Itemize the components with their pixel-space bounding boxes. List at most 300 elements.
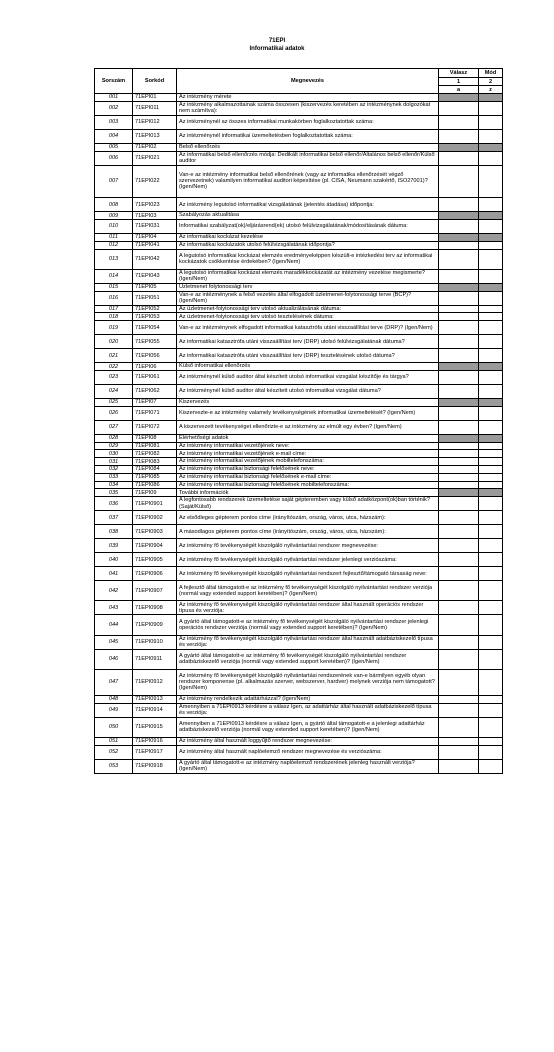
row-number: 048	[95, 696, 133, 704]
row-number: 046	[95, 649, 133, 669]
answer-cell[interactable]	[439, 473, 479, 481]
row-code: 71EPI0908	[133, 601, 177, 615]
row-code: 71EPI062	[133, 384, 177, 398]
row-number: 011	[95, 233, 133, 241]
mode-cell	[479, 398, 503, 406]
row-description: Az intézménynél az összes informatikai munkakörben foglalkoztatottak száma:	[177, 115, 439, 129]
row-code: 71EPI023	[133, 198, 177, 212]
row-description: Az intézmény által használt loggyűjtő rendszer megnevezése:	[177, 738, 439, 746]
row-number: 052	[95, 745, 133, 759]
row-number: 045	[95, 635, 133, 649]
mode-cell[interactable]	[479, 241, 503, 249]
row-description: A gyártó által támogatott-e az intézmény naplóelemző rendszerének jelenleg használt verziója? (Igen/Nem)	[177, 759, 439, 773]
answer-cell	[439, 363, 479, 371]
row-description: Az intézmény által használt naplóelemző rendszer megnevezése és verziószáma:	[177, 745, 439, 759]
answer-cell	[439, 398, 479, 406]
mode-cell	[479, 143, 503, 151]
row-code: 71EPI07	[133, 398, 177, 406]
mode-cell[interactable]	[479, 165, 503, 198]
answer-cell[interactable]	[439, 649, 479, 669]
row-description: Szabályozás aktualitása	[177, 212, 439, 220]
header-sorkod: Sorkód	[133, 69, 177, 94]
row-code: 71EPI056	[133, 349, 177, 363]
answer-cell	[439, 489, 479, 497]
row-description: Belső ellenőrzés	[177, 143, 439, 151]
row-description: A kiszervezett tevékenységet ellenőrizte-e az intézmény az elmúlt egy évben? (Igen/Nem)	[177, 420, 439, 434]
mode-cell	[479, 233, 503, 241]
row-code: 71EPI0914	[133, 703, 177, 717]
table-row	[95, 553, 503, 567]
row-number: 025	[95, 398, 133, 406]
row-description: Amennyiben a 71EPI0913 kérdésre a válasz Igen, a gyártó által támogatott-e a jelenlegi adattárház adatbáziskezelő verziója (normál vagy extended support keretében)? (Igen/Nem)	[177, 717, 439, 737]
row-description: További információk	[177, 489, 439, 497]
answer-cell[interactable]	[439, 703, 479, 717]
row-description: Külső informatikai ellenőrzés	[177, 363, 439, 371]
row-description: Az intézmény informatikai vezetőjének mobiltelefonszáma:	[177, 458, 439, 466]
row-description: Az intézmény fő tevékenységét kiszolgáló nyilvántartási rendszer által használt adatbáziskezelő típusa és verziója:	[177, 635, 439, 649]
row-code: 71EPI061	[133, 370, 177, 384]
table-row	[95, 717, 503, 737]
answer-cell[interactable]	[439, 567, 479, 581]
mode-cell[interactable]	[479, 458, 503, 466]
answer-cell[interactable]	[439, 198, 479, 212]
row-description: A legfontosabb rendszerek üzemeltetése saját gépteremben vagy külső adatközpont(ok)ban történik? (Saját/Külső)	[177, 497, 439, 511]
row-number: 027	[95, 420, 133, 434]
row-number: 021	[95, 349, 133, 363]
table-row	[95, 363, 503, 371]
row-description: Az intézmény rendelkezik adattárházzal? (Igen/Nem)	[177, 696, 439, 704]
row-description: A másodlagos gépterem pontos címe (irányítószám, ország, város, utca, házszám):	[177, 525, 439, 539]
row-description: Elérhetőségi adatok	[177, 434, 439, 442]
row-code: 71EPI04	[133, 233, 177, 241]
row-code: 71EPI0904	[133, 539, 177, 553]
row-code: 71EPI0911	[133, 649, 177, 669]
table-row	[95, 420, 503, 434]
row-description: Kiszervezés	[177, 398, 439, 406]
row-number: 044	[95, 615, 133, 635]
table-row	[95, 635, 503, 649]
mode-cell[interactable]	[479, 450, 503, 458]
mode-cell[interactable]	[479, 305, 503, 313]
mode-cell[interactable]	[479, 601, 503, 615]
mode-cell[interactable]	[479, 717, 503, 737]
row-number: 029	[95, 442, 133, 450]
row-code: 71EPI05	[133, 283, 177, 291]
table-row	[95, 219, 503, 233]
data-table	[94, 68, 503, 774]
mode-cell[interactable]	[479, 696, 503, 704]
mode-cell[interactable]	[479, 269, 503, 283]
row-code: 71EPI084	[133, 465, 177, 473]
row-code: 71EPI022	[133, 165, 177, 198]
table-row	[95, 601, 503, 615]
mode-cell[interactable]	[479, 313, 503, 321]
mode-cell[interactable]	[479, 703, 503, 717]
row-code: 71EPI012	[133, 115, 177, 129]
table-row	[95, 615, 503, 635]
answer-cell[interactable]	[439, 497, 479, 511]
row-number: 008	[95, 198, 133, 212]
row-number: 003	[95, 115, 133, 129]
row-description: Az üzletmenet-folytonossági terv utolsó aktualizálásának dátuma:	[177, 305, 439, 313]
answer-cell[interactable]	[439, 269, 479, 283]
mode-cell	[479, 283, 503, 291]
mode-cell[interactable]	[479, 198, 503, 212]
mode-cell[interactable]	[479, 219, 503, 233]
table-row	[95, 165, 503, 198]
table-row	[95, 291, 503, 305]
mode-cell[interactable]	[479, 335, 503, 349]
answer-cell	[439, 434, 479, 442]
row-number: 020	[95, 335, 133, 349]
mode-cell[interactable]	[479, 321, 503, 335]
mode-cell[interactable]	[479, 442, 503, 450]
row-code: 71EPI0906	[133, 567, 177, 581]
row-code: 71EPI055	[133, 335, 177, 349]
table-row	[95, 305, 503, 313]
row-description: Kiszervezte-e az intézmény valamely tevékenységének informatikai üzemeltetését? (Igen/Nem)	[177, 406, 439, 420]
mode-cell[interactable]	[479, 115, 503, 129]
table-row	[95, 567, 503, 581]
row-description: Az intézmény informatikai biztonsági felelősének mobiltelefonszáma:	[177, 481, 439, 489]
row-code: 71EPI01	[133, 94, 177, 102]
answer-cell[interactable]	[439, 313, 479, 321]
row-number: 047	[95, 669, 133, 695]
row-description: Az intézmény fő tevékenységét kiszolgáló nyilvántartási rendszer jelenlegi verziószáma:	[177, 553, 439, 567]
table-row	[95, 703, 503, 717]
row-number: 034	[95, 481, 133, 489]
row-description: Az intézménynél informatikai üzemeltetésben foglalkoztatottak száma:	[177, 129, 439, 143]
row-description: Az intézmény fő tevékenységét kiszolgáló nyilvántartási rendszert fejlesztő/támogató társaság neve:	[177, 567, 439, 581]
table-row	[95, 94, 503, 102]
row-number: 018	[95, 313, 133, 321]
answer-cell[interactable]	[439, 115, 479, 129]
table-row	[95, 497, 503, 511]
answer-cell[interactable]	[439, 553, 479, 567]
row-code: 71EPI0912	[133, 669, 177, 695]
answer-cell[interactable]	[439, 759, 479, 773]
row-code: 71EPI052	[133, 305, 177, 313]
header-valasz: Válasz	[439, 69, 479, 78]
row-code: 71EPI041	[133, 241, 177, 249]
mode-cell[interactable]	[479, 370, 503, 384]
row-description: Informatikai szabályzat(ok)/eljárásrend(ek) utolsó felülvizsgálatának/módosításának dátuma:	[177, 219, 439, 233]
table-row	[95, 370, 503, 384]
row-number: 004	[95, 129, 133, 143]
mode-cell[interactable]	[479, 738, 503, 746]
answer-cell[interactable]	[439, 219, 479, 233]
document-subtitle: Informatikai adatok	[249, 46, 305, 52]
row-number: 010	[95, 219, 133, 233]
answer-cell[interactable]	[439, 511, 479, 525]
row-code: 71EPI082	[133, 450, 177, 458]
row-number: 001	[95, 94, 133, 102]
table-row	[95, 434, 503, 442]
mode-cell[interactable]	[479, 649, 503, 669]
mode-cell[interactable]	[479, 291, 503, 305]
row-number: 033	[95, 473, 133, 481]
mode-cell	[479, 212, 503, 220]
mode-cell[interactable]	[479, 511, 503, 525]
row-description: Az intézmény informatikai vezetőjének neve:	[177, 442, 439, 450]
row-description: A gyártó által támogatott-e az intézmény fő tevékenységét kiszolgáló nyilvántartási rendszer adatbáziskezelő verziója (normál vagy extended support keretében)? (Igen/Nem)	[177, 649, 439, 669]
table-row	[95, 489, 503, 497]
table-row	[95, 481, 503, 489]
row-number: 016	[95, 291, 133, 305]
header-mod-letter: z	[479, 86, 503, 94]
row-code: 71EPI011	[133, 101, 177, 115]
answer-cell[interactable]	[439, 615, 479, 635]
mode-cell[interactable]	[479, 151, 503, 165]
row-code: 71EPI0902	[133, 511, 177, 525]
row-number: 017	[95, 305, 133, 313]
row-code: 71EPI054	[133, 321, 177, 335]
answer-cell[interactable]	[439, 129, 479, 143]
header-valasz-num: 1	[439, 78, 479, 86]
row-number: 031	[95, 458, 133, 466]
row-description: A fejlesztő által támogatott-e az intézmény fő tevékenységét kiszolgáló nyilvántartási rendszer verziója (normál vagy extended support keretében)? (Igen/Nem)	[177, 581, 439, 601]
mode-cell[interactable]	[479, 101, 503, 115]
table-row	[95, 696, 503, 704]
answer-cell[interactable]	[439, 321, 479, 335]
row-code: 71EPI051	[133, 291, 177, 305]
answer-cell[interactable]	[439, 525, 479, 539]
row-code: 71EPI0916	[133, 738, 177, 746]
table-row	[95, 349, 503, 363]
answer-cell[interactable]	[439, 696, 479, 704]
table-row	[95, 581, 503, 601]
row-code: 71EPI043	[133, 269, 177, 283]
answer-cell[interactable]	[439, 335, 479, 349]
header-sorszam: Sorszám	[95, 69, 133, 94]
row-code: 71EPI081	[133, 442, 177, 450]
table-row	[95, 384, 503, 398]
table-row	[95, 321, 503, 335]
row-description: A legutolsó informatikai kockázat elemzés eredményeképpen készült-e intézkedési terv az informatikai kockázatok csökkentése érdekében? (Igen/Nem)	[177, 249, 439, 269]
header-megnevezes: Megnevezés	[177, 69, 439, 94]
answer-cell[interactable]	[439, 481, 479, 489]
table-row	[95, 233, 503, 241]
table-row	[95, 241, 503, 249]
mode-cell[interactable]	[479, 581, 503, 601]
mode-cell[interactable]	[479, 615, 503, 635]
row-number: 035	[95, 489, 133, 497]
row-code: 71EPI0913	[133, 696, 177, 704]
answer-cell[interactable]	[439, 717, 479, 737]
answer-cell[interactable]	[439, 745, 479, 759]
row-description: Az intézménynél külső auditor által készített utolsó informatikai vizsgálat dátuma?	[177, 384, 439, 398]
mode-cell[interactable]	[479, 525, 503, 539]
table-row	[95, 212, 503, 220]
row-number: 051	[95, 738, 133, 746]
answer-cell[interactable]	[439, 101, 479, 115]
row-description: Az intézménynél külső auditor által készített utolsó informatikai vizsgálat készítője és tárgya?	[177, 370, 439, 384]
row-code: 71EPI02	[133, 143, 177, 151]
answer-cell[interactable]	[439, 601, 479, 615]
row-description: A legutolsó informatikai kockázat elemzés maradékkockázatát az intézmény vezetése megismerte? (Igen/Nem)	[177, 269, 439, 283]
row-description: Az intézmény alkalmazottainak száma összesen (kiszervezés keretében az intézménynek dolgozókat nem számítva):	[177, 101, 439, 115]
mode-cell[interactable]	[479, 497, 503, 511]
table-row	[95, 442, 503, 450]
table-row	[95, 745, 503, 759]
mode-cell[interactable]	[479, 481, 503, 489]
table-row	[95, 151, 503, 165]
mode-cell[interactable]	[479, 384, 503, 398]
row-number: 040	[95, 553, 133, 567]
row-number: 007	[95, 165, 133, 198]
row-code: 71EPI08	[133, 434, 177, 442]
answer-cell[interactable]	[439, 458, 479, 466]
answer-cell[interactable]	[439, 384, 479, 398]
table-row	[95, 738, 503, 746]
table-row	[95, 669, 503, 695]
row-code: 71EPI031	[133, 219, 177, 233]
row-description: Az intézmény mérete	[177, 94, 439, 102]
table-row	[95, 313, 503, 321]
row-code: 71EPI0910	[133, 635, 177, 649]
row-code: 71EPI0907	[133, 581, 177, 601]
row-number: 041	[95, 567, 133, 581]
row-code: 71EPI021	[133, 151, 177, 165]
row-code: 71EPI0917	[133, 745, 177, 759]
table-row	[95, 450, 503, 458]
row-description: Az intézmény informatikai vezetőjének e-mail címe:	[177, 450, 439, 458]
table-row	[95, 759, 503, 773]
row-description: Az intézmény informatikai biztonsági felelősének e-mail címe:	[177, 473, 439, 481]
answer-cell[interactable]	[439, 539, 479, 553]
answer-cell[interactable]	[439, 465, 479, 473]
row-number: 009	[95, 212, 133, 220]
mode-cell[interactable]	[479, 669, 503, 695]
row-number: 013	[95, 249, 133, 269]
answer-cell	[439, 143, 479, 151]
row-number: 002	[95, 101, 133, 115]
answer-cell[interactable]	[439, 669, 479, 695]
mode-cell	[479, 363, 503, 371]
row-description: Az informatikai kockázat kezelése	[177, 233, 439, 241]
row-description: Van-e az intézménynek a felső vezetés által elfogadott üzletmenet-folytonossági terve (BCP)? (Igen/Nem)	[177, 291, 439, 305]
mode-cell[interactable]	[479, 473, 503, 481]
row-description: A gyártó által támogatott-e az intézmény fő tevékenységét kiszolgáló nyilvántartási rendszer jelenlegi operációs rendszer verziója (normál vagy extended support keretében)? (Igen/Nem)	[177, 615, 439, 635]
row-number: 028	[95, 434, 133, 442]
row-description: Az üzletmenet-folytonossági terv utolsó tesztelésének dátuma:	[177, 313, 439, 321]
row-number: 014	[95, 269, 133, 283]
answer-cell[interactable]	[439, 406, 479, 420]
answer-cell[interactable]	[439, 581, 479, 601]
row-code: 71EPI0901	[133, 497, 177, 511]
row-number: 019	[95, 321, 133, 335]
table-row	[95, 511, 503, 525]
row-code: 71EPI0905	[133, 553, 177, 567]
row-description: Az intézmény legutolsó informatikai vizsgálatának (jelentés átadása) időpontja:	[177, 198, 439, 212]
mode-cell[interactable]	[479, 420, 503, 434]
mode-cell[interactable]	[479, 567, 503, 581]
answer-cell[interactable]	[439, 420, 479, 434]
row-description: Üzletmenet folytonossági terv	[177, 283, 439, 291]
table-row	[95, 473, 503, 481]
row-number: 050	[95, 717, 133, 737]
mode-cell[interactable]	[479, 539, 503, 553]
mode-cell[interactable]	[479, 553, 503, 567]
row-code: 71EPI086	[133, 481, 177, 489]
table-row	[95, 249, 503, 269]
answer-cell[interactable]	[439, 370, 479, 384]
answer-cell[interactable]	[439, 249, 479, 269]
answer-cell	[439, 212, 479, 220]
row-number: 038	[95, 525, 133, 539]
header-mod-num: 2	[479, 78, 503, 86]
row-description: Az intézmény fő tevékenységét kiszolgáló nyilvántartási rendszer által használt operációs rendszer típusa és verziója:	[177, 601, 439, 615]
row-code: 71EPI0903	[133, 525, 177, 539]
mode-cell[interactable]	[479, 465, 503, 473]
row-code: 71EPI085	[133, 473, 177, 481]
row-number: 036	[95, 497, 133, 511]
mode-cell[interactable]	[479, 759, 503, 773]
answer-cell[interactable]	[439, 450, 479, 458]
row-number: 042	[95, 581, 133, 601]
row-number: 022	[95, 363, 133, 371]
mode-cell[interactable]	[479, 745, 503, 759]
answer-cell[interactable]	[439, 165, 479, 198]
table-row	[95, 129, 503, 143]
row-number: 012	[95, 241, 133, 249]
table-row	[95, 406, 503, 420]
row-number: 026	[95, 406, 133, 420]
row-number: 024	[95, 384, 133, 398]
table-body	[95, 94, 503, 774]
row-description: Az intézmény informatikai biztonsági felelősének neve:	[177, 465, 439, 473]
table-row	[95, 649, 503, 669]
mode-cell[interactable]	[479, 349, 503, 363]
answer-cell[interactable]	[439, 635, 479, 649]
table-row	[95, 458, 503, 466]
answer-cell[interactable]	[439, 241, 479, 249]
mode-cell[interactable]	[479, 406, 503, 420]
table-row	[95, 465, 503, 473]
answer-cell	[439, 94, 479, 102]
row-code: 71EPI0915	[133, 717, 177, 737]
mode-cell[interactable]	[479, 635, 503, 649]
row-description: Az elsődleges gépterem pontos címe (irányítószám, ország, város, utca, házszám):	[177, 511, 439, 525]
header-mod: Mód	[479, 69, 503, 78]
row-description: Az informatikai belső ellenőrzés módja: Dedikált informatikai belső ellenőr/Általános belső ellenőr/Külső auditor	[177, 151, 439, 165]
answer-cell[interactable]	[439, 442, 479, 450]
table-row	[95, 335, 503, 349]
mode-cell[interactable]	[479, 129, 503, 143]
table-row	[95, 398, 503, 406]
row-number: 015	[95, 283, 133, 291]
row-code: 71EPI071	[133, 406, 177, 420]
answer-cell[interactable]	[439, 291, 479, 305]
row-number: 006	[95, 151, 133, 165]
answer-cell[interactable]	[439, 349, 479, 363]
row-description: Az informatikai kockázatok utolsó felülvizsgálatának időpontja?	[177, 241, 439, 249]
answer-cell[interactable]	[439, 738, 479, 746]
row-number: 032	[95, 465, 133, 473]
row-code: 71EPI083	[133, 458, 177, 466]
row-code: 71EPI06	[133, 363, 177, 371]
table-row	[95, 539, 503, 553]
row-number: 039	[95, 539, 133, 553]
answer-cell[interactable]	[439, 305, 479, 313]
row-number: 049	[95, 703, 133, 717]
answer-cell[interactable]	[439, 151, 479, 165]
row-number: 023	[95, 370, 133, 384]
table-row	[95, 269, 503, 283]
row-number: 005	[95, 143, 133, 151]
mode-cell[interactable]	[479, 249, 503, 269]
row-code: 71EPI03	[133, 212, 177, 220]
